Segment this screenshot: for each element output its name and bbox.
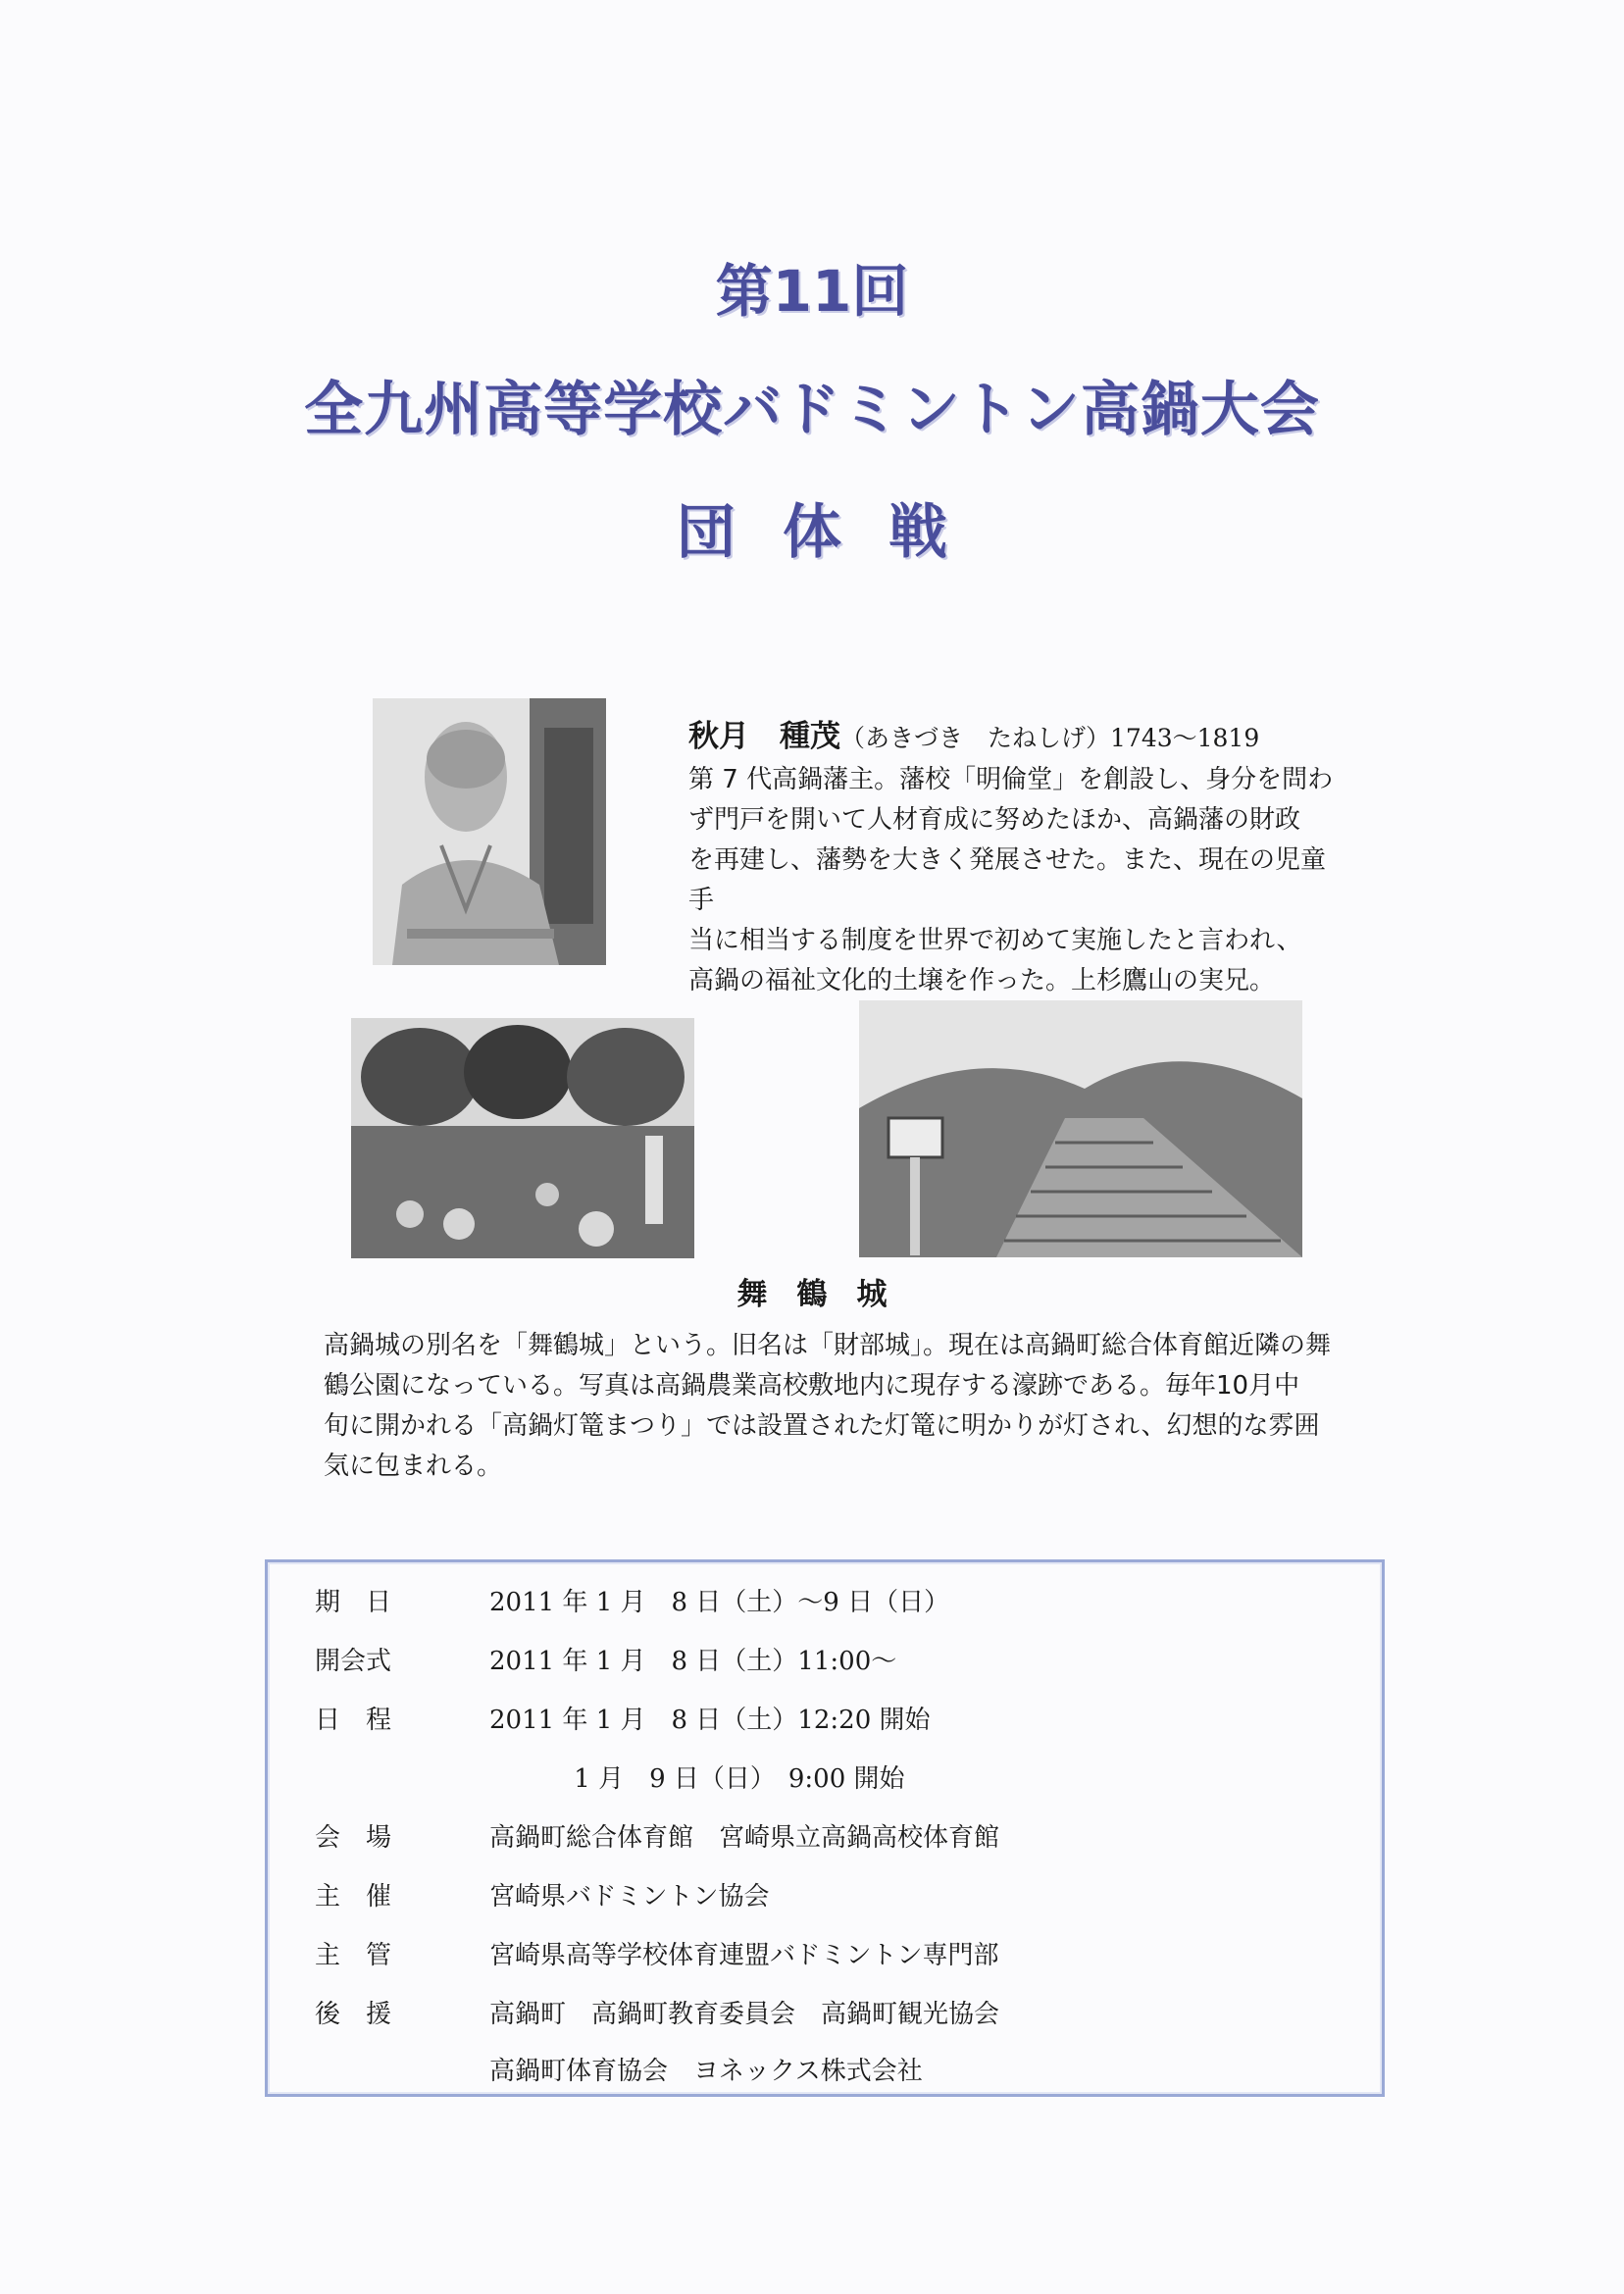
event-title: 全九州高等学校バドミントン高鍋大会 [304, 376, 1320, 444]
castle-caption: 舞鶴城 [736, 1277, 917, 1312]
castle-line: 気に包まれる。 [324, 1452, 503, 1481]
bio-line: 第 7 代高鍋藩主。藩校「明倫堂」を創設し、身分を問わ [688, 765, 1334, 794]
bio-reading: （あきづき たねしげ）1743～1819 [840, 724, 1260, 752]
bio-description [688, 760, 1336, 1001]
info-label: 会 場 [315, 1823, 392, 1853]
info-value: 宮崎県バドミントン協会 [489, 1882, 770, 1912]
moat-garden-photo [351, 1018, 694, 1258]
stone-stairs-photo [859, 1000, 1302, 1257]
info-row-organizer [315, 1876, 769, 1912]
info-value: 高鍋町体育協会 ヨネックス株式会社 [489, 2057, 923, 2086]
castle-line: 旬に開かれる「高鍋灯篭まつり」では設置された灯篭に明かりが灯され、幻想的な雰囲 [324, 1411, 1320, 1441]
bio-name [688, 711, 1259, 755]
info-row-schedule-2 [315, 1759, 905, 1795]
info-row-venue [315, 1817, 999, 1854]
info-value: 高鍋町 高鍋町教育委員会 高鍋町観光協会 [489, 2000, 1000, 2029]
info-row-date [315, 1582, 949, 1618]
bio-name-text: 秋月 種茂 [688, 719, 840, 754]
info-value: 2011 年 1 月 8 日（土）～9 日（日） [489, 1588, 950, 1617]
info-value: 宮崎県高等学校体育連盟バドミントン専門部 [489, 1941, 999, 1970]
portrait-photo [373, 698, 606, 965]
info-label: 主 催 [315, 1882, 392, 1912]
castle-description [324, 1326, 1334, 1487]
edition-title: 第11回 [715, 258, 909, 325]
info-row-sponsors-2 [315, 2051, 923, 2087]
category-title: 団体戦 [677, 498, 994, 567]
info-label: 開会式 [315, 1647, 392, 1676]
bio-line: ず門戸を開いて人材育成に努めたほか、高鍋藩の財政 [688, 805, 1301, 835]
bio-line: 当に相当する制度を世界で初めて実施したと言われ、 [688, 926, 1302, 955]
info-label: 日 程 [315, 1706, 392, 1735]
info-row-opening [315, 1641, 896, 1677]
info-row-management [315, 1935, 998, 1971]
info-value: 2011 年 1 月 8 日（土）12:20 開始 [489, 1706, 931, 1735]
info-value: 高鍋町総合体育館 宮崎県立高鍋高校体育館 [489, 1823, 1000, 1853]
info-row-sponsors [315, 1994, 999, 2030]
event-info-box [265, 1559, 1385, 2097]
info-label: 期 日 [315, 1588, 392, 1617]
info-label: 後 援 [315, 2000, 392, 2029]
info-value: 2011 年 1 月 8 日（土）11:00～ [489, 1647, 897, 1676]
info-value: 1 月 9 日（日） 9:00 開始 [489, 1764, 905, 1794]
castle-line: 鶴公園になっている。写真は高鍋農業高校敷地内に現存する濠跡である。毎年10月中 [324, 1371, 1300, 1401]
info-row-schedule [315, 1700, 931, 1736]
bio-line: 高鍋の福祉文化的土壌を作った。上杉鷹山の実兄。 [688, 966, 1276, 995]
bio-line: を再建し、藩勢を大きく発展させた。また、現在の児童手 [688, 845, 1327, 915]
info-label: 主 管 [315, 1941, 392, 1970]
castle-line: 高鍋城の別名を「舞鶴城」という。旧名は「財部城」。現在は高鍋町総合体育館近隣の舞 [324, 1331, 1332, 1360]
